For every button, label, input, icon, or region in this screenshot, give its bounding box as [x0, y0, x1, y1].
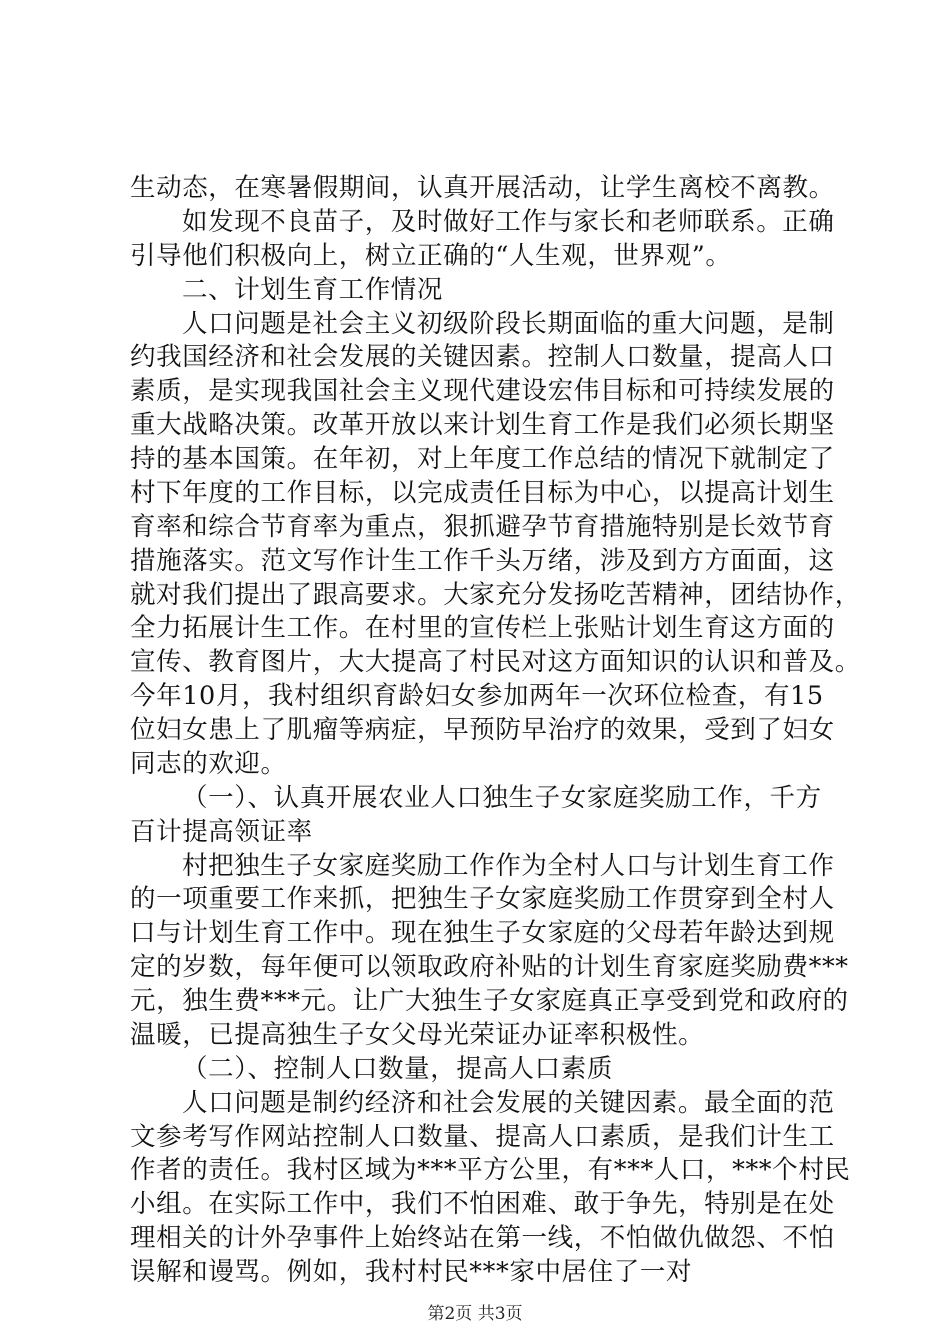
section-heading: 二、计划生育工作情况 [182, 274, 444, 305]
text-line: 今年10月，我村组织育龄妇女参加两年一次环位检查，有15 [130, 681, 824, 712]
text-line: 育率和综合节育率为重点，狠抓避孕节育措施特别是长效节育 [130, 511, 835, 542]
subsection-heading: 百计提高领证率 [130, 816, 313, 847]
text-line: 小组。在实际工作中，我们不怕困难、敢于争先，特别是在处 [130, 1189, 835, 1220]
text-line: 人口问题是社会主义初级阶段长期面临的重大问题，是制 [182, 308, 835, 339]
text-line: 人口问题是制约经济和社会发展的关键因素。最全面的范 [182, 1087, 835, 1118]
text-line: 误解和谩骂。例如，我村村民***家中居住了一对 [130, 1257, 693, 1287]
text-line: 全力拓展计生工作。在村里的宣传栏上张贴计划生育这方面的 [130, 613, 835, 644]
subsection-heading: （二）、控制人口数量，提高人口素质 [182, 1053, 613, 1084]
text-line: 定的岁数，每年便可以领取政府补贴的计划生育家庭奖励费*** [130, 952, 849, 983]
text-line: 引导他们积极向上，树立正确的“人生观，世界观”。 [130, 240, 732, 271]
text-line: 村下年度的工作目标，以完成责任目标为中心，以提高计划生 [130, 477, 835, 508]
text-line: 如发现不良苗子，及时做好工作与家长和老师联系。正确 [182, 206, 835, 237]
text-line: 温暖，已提高独生子女父母光荣证办证率积极性。 [130, 1019, 705, 1050]
text-line: 宣传、教育图片，大大提高了村民对这方面知识的认识和普及。 [130, 647, 861, 678]
text-line: 素质，是实现我国社会主义现代建设宏伟目标和可持续发展的 [130, 376, 835, 407]
text-line: 作者的责任。我村区域为***平方公里，有***人口，***个村民 [130, 1155, 851, 1186]
text-line: 文参考写作网站控制人口数量、提高人口素质，是我们计生工 [130, 1121, 835, 1152]
text-line: 村把独生子女家庭奖励工作作为全村人口与计划生育工作 [182, 850, 835, 881]
text-line: 位妇女患上了肌瘤等病症，早预防早治疗的效果，受到了妇女 [130, 715, 835, 745]
text-line: 重大战略决策。改革开放以来计划生育工作是我们必须长期坚 [130, 410, 835, 441]
text-line: 同志的欢迎。 [130, 748, 287, 779]
text-line: 生动态，在寒暑假期间，认真开展活动，让学生离校不离教。 [130, 173, 835, 203]
text-line: 理相关的计外孕事件上始终站在第一线，不怕做仇做怨、不怕 [130, 1223, 835, 1254]
text-line: 持的基本国策。在年初，对上年度工作总结的情况下就制定了 [130, 444, 835, 474]
page-number: 第2页 共3页 [427, 1304, 523, 1324]
text-line: 就对我们提出了跟高要求。大家充分发扬吃苦精神，团结协作， [130, 579, 861, 610]
text-line: 约我国经济和社会发展的关键因素。控制人口数量，提高人口 [130, 342, 835, 373]
text-line: 口与计划生育工作中。现在独生子女家庭的父母若年龄达到规 [130, 918, 835, 949]
subsection-heading: （一）、认真开展农业人口独生子女家庭奖励工作，千方 [182, 782, 822, 813]
text-line: 的一项重要工作来抓，把独生子女家庭奖励工作贯穿到全村人 [130, 884, 835, 915]
text-line: 措施落实。范文写作计生工作千头万绪，涉及到方方面面，这 [130, 545, 835, 576]
text-line: 元，独生费***元。让广大独生子女家庭真正享受到党和政府的 [130, 986, 849, 1016]
